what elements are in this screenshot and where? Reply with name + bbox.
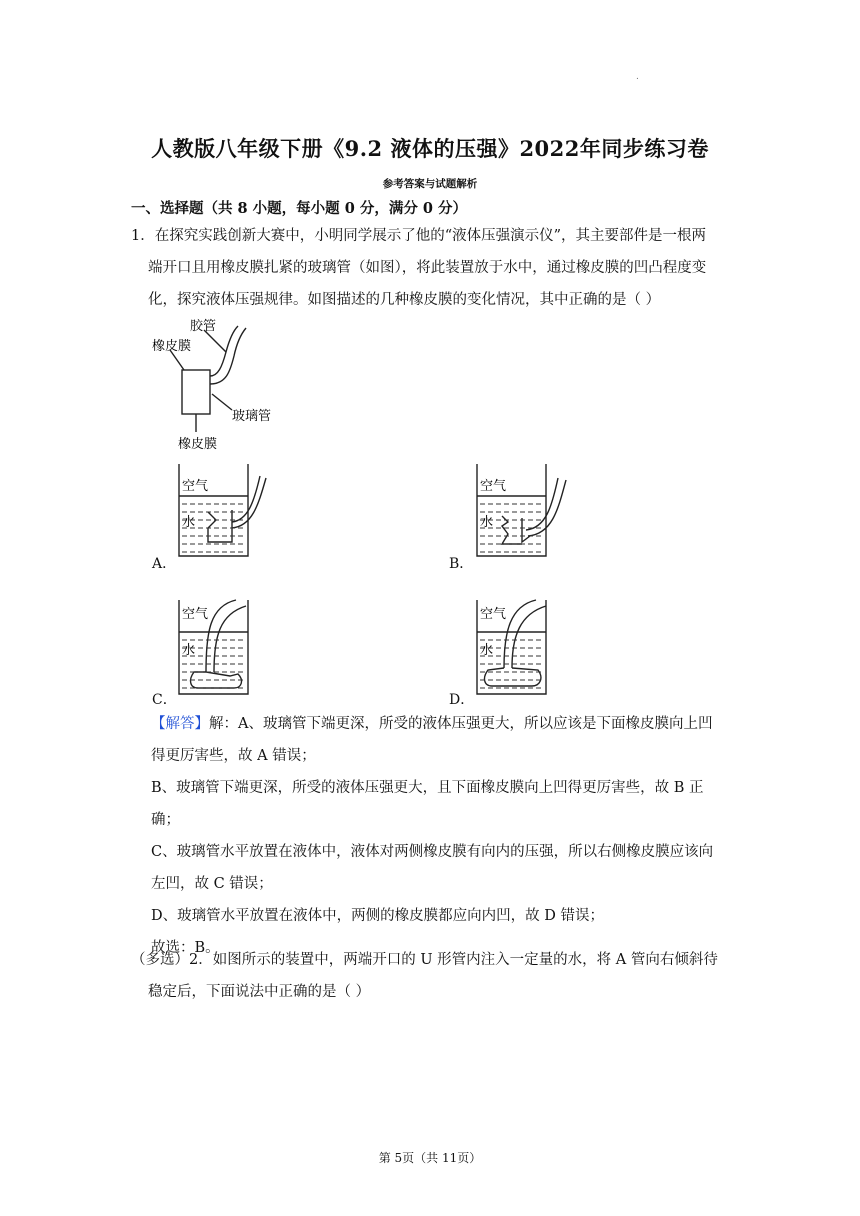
answer-1-line-5: C、玻璃管水平放置在液体中，液体对两侧橡皮膜有向内的压强，所以右侧橡皮膜应该向 xyxy=(151,844,714,860)
question-1-line-2: 端开口且用橡皮膜扎紧的玻璃管（如图），将此装置放于水中，通过橡皮膜的凹凸程度变 xyxy=(148,260,707,276)
option-c-label: C． xyxy=(152,692,177,708)
label-water: 水 xyxy=(480,643,494,658)
label-hose: 胶管 xyxy=(190,319,217,334)
answer-1-line-3: B、玻璃管下端更深，所受的液体压强更大，且下面橡皮膜向上凹得更厉害些，故 B 正 xyxy=(151,780,704,796)
label-air: 空气 xyxy=(182,479,209,494)
answer-1-line-6: 左凹，故 C 错误； xyxy=(151,876,273,892)
question-2-line-1: （多选）2．如图所示的装置中，两端开口的 U 形管内注入一定量的水，将 A 管向右倾斜待 xyxy=(131,952,718,968)
label-glass-tube: 玻璃管 xyxy=(232,409,272,424)
option-a-figure xyxy=(176,462,276,562)
question-2-line-2: 稳定后，下面说法中正确的是（ ） xyxy=(148,984,371,1000)
label-air: 空气 xyxy=(182,607,209,622)
question-1-line-3: 化，探究液体压强规律。如图描述的几种橡皮膜的变化情况，其中正确的是（ ） xyxy=(148,292,661,308)
answer-1 xyxy=(151,708,735,964)
answer-1-line-4: 确； xyxy=(151,812,180,828)
label-water: 水 xyxy=(182,643,196,658)
question-1-line-1: 1．在探究实践创新大赛中，小明同学展示了他的“液体压强演示仪”，其主要部件是一根两 xyxy=(131,228,707,244)
answer-1-line-2: 得更厉害些，故 A 错误； xyxy=(151,748,316,764)
option-d-label: D． xyxy=(449,692,475,708)
option-d-figure xyxy=(474,596,574,700)
label-air: 空气 xyxy=(480,479,507,494)
section-heading: 一、选择题（共 8 小题，每小题 0 分，满分 0 分） xyxy=(131,200,468,217)
answer-1-line-1: 【解答】解：A、玻璃管下端更深，所受的液体压强更大，所以应该是下面橡皮膜向上凹 xyxy=(151,716,713,732)
question-1-stem xyxy=(131,220,735,316)
page-title: 人教版八年级下册《9.2 液体的压强》2022年同步练习卷 xyxy=(151,136,709,161)
option-b-figure xyxy=(474,462,574,562)
answer-1-line-7: D、玻璃管水平放置在液体中，两侧的橡皮膜都应向内凹，故 D 错误； xyxy=(151,908,604,924)
label-water: 水 xyxy=(182,515,196,530)
label-membrane-top: 橡皮膜 xyxy=(152,339,192,354)
page-subtitle: 参考答案与试题解析 xyxy=(382,178,478,190)
option-b-label: B． xyxy=(449,556,474,572)
label-membrane-bottom: 橡皮膜 xyxy=(178,437,218,452)
question-2-stem xyxy=(131,944,735,1008)
header-mark: . xyxy=(636,72,639,82)
answer-1-line-8: 故选：B。 xyxy=(151,940,220,956)
apparatus-figure xyxy=(148,312,288,458)
answer-label: 【解答】 xyxy=(151,716,209,732)
option-a-label: A． xyxy=(152,556,177,572)
page-footer: 第 5页（共 11页） xyxy=(378,1151,482,1165)
option-c-figure xyxy=(176,596,276,700)
label-air: 空气 xyxy=(480,607,507,622)
label-water: 水 xyxy=(480,515,494,530)
